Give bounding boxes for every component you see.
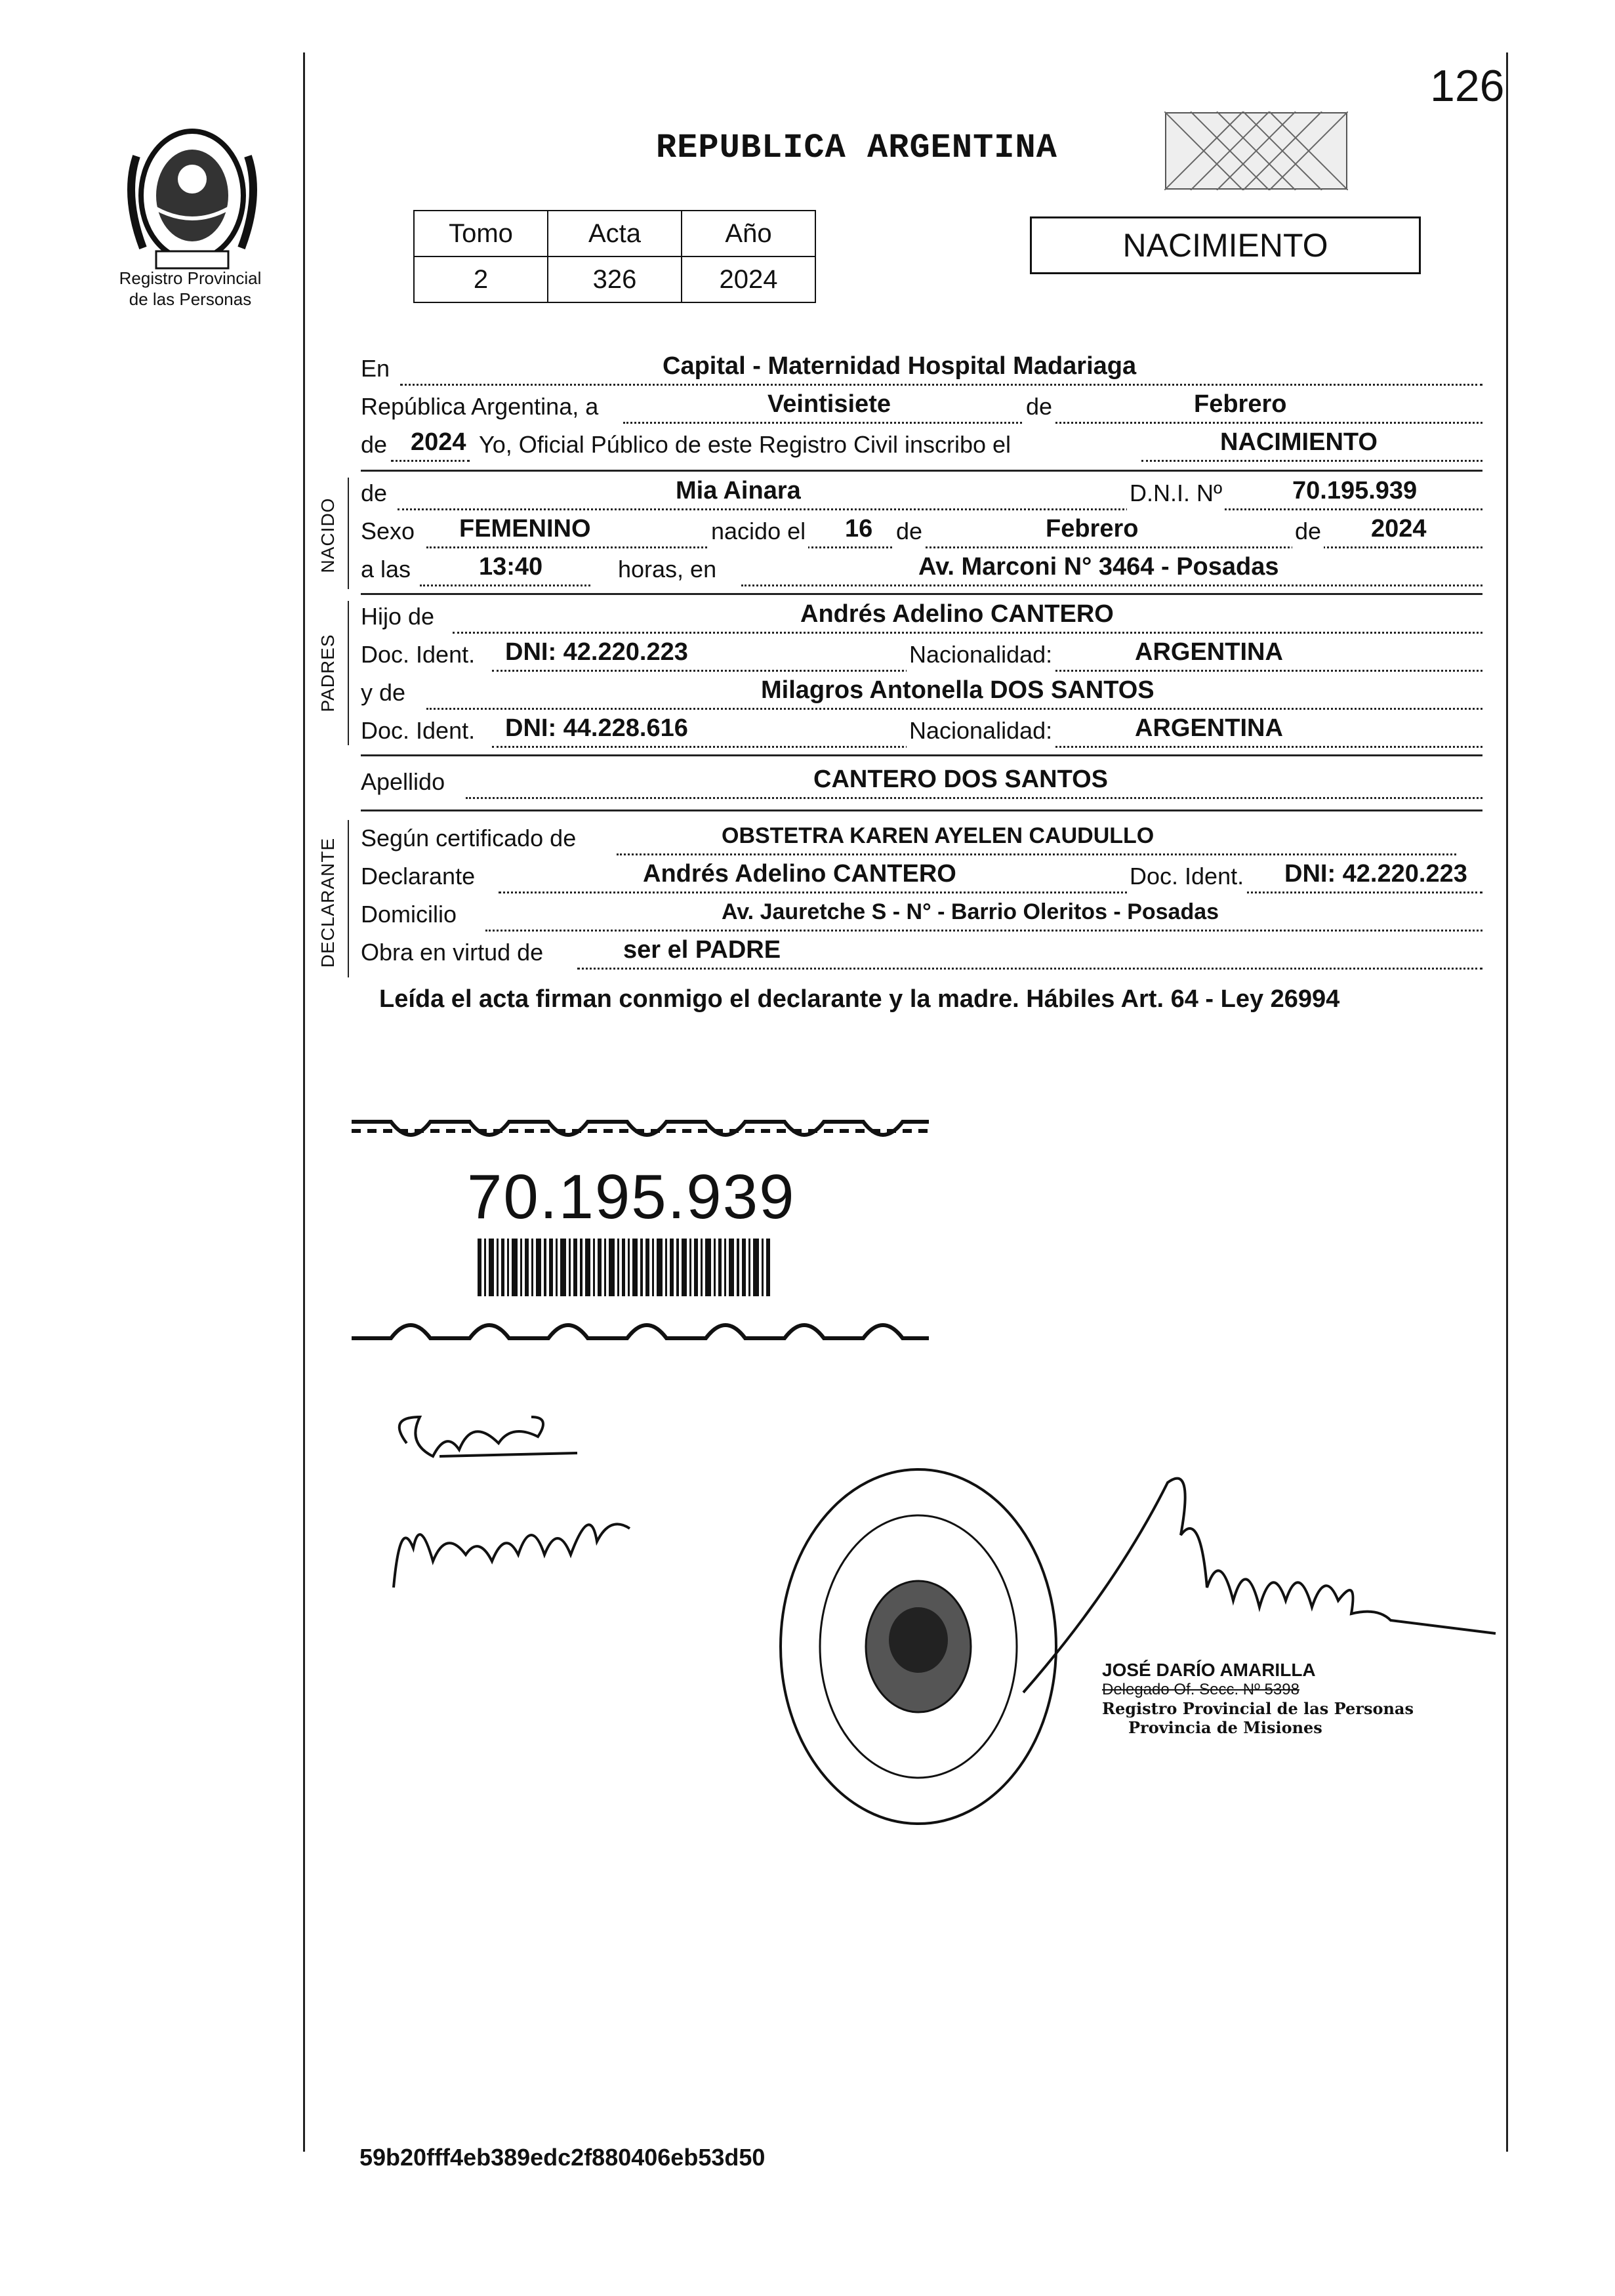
barcode-icon — [478, 1239, 773, 1296]
value-mother-doc: DNI: 44.228.616 — [505, 714, 688, 742]
value-month: Febrero — [1194, 390, 1287, 418]
section-nacido-label: NACIDO — [317, 497, 338, 573]
value-mother-nat: ARGENTINA — [1135, 714, 1283, 742]
value-father-doc: DNI: 42.220.223 — [505, 638, 688, 666]
value-sexo: FEMENINO — [459, 515, 591, 543]
divider — [361, 593, 1482, 595]
row-y-de: y de Milagros Antonella DOS SANTOS — [361, 678, 1482, 715]
header-acta: Acta — [548, 211, 682, 256]
divider — [361, 470, 1482, 472]
row-mother-doc: Doc. Ident. DNI: 44.228.616 Nacionalidad: ARGENTINA — [361, 716, 1482, 753]
value-time: 13:40 — [479, 553, 543, 581]
row-republica: República Argentina, a Veintisiete de Febrero — [361, 392, 1482, 429]
row-hora: a las 13:40 horas, en Av. Marconi N° 3464 - Posadas — [361, 555, 1482, 592]
value-birth-year: 2024 — [1371, 515, 1427, 543]
value-birth-month: Febrero — [1046, 515, 1139, 543]
value-act: NACIMIENTO — [1220, 428, 1378, 456]
dni-stamp-number: 70.195.939 — [467, 1162, 796, 1232]
value-year: 2024 — [411, 428, 466, 456]
divider — [361, 754, 1482, 756]
section-bracket — [348, 820, 349, 977]
value-certificado: OBSTETRA KAREN AYELEN CAUDULLO — [722, 823, 1155, 848]
value-en: Capital - Maternidad Hospital Madariaga — [663, 352, 1137, 380]
value-acta: 326 — [548, 256, 682, 302]
value-name: Mia Ainara — [676, 477, 801, 504]
value-domicilio: Av. Jauretche S - N° - Barrio Oleritos - Posadas — [722, 899, 1219, 924]
mother-signature-icon — [380, 1489, 656, 1607]
table-header-row — [414, 211, 815, 256]
value-dni: 70.195.939 — [1292, 477, 1418, 504]
value-birth-day: 16 — [845, 515, 873, 543]
row-hijo-de: Hijo de Andrés Adelino CANTERO — [361, 602, 1482, 639]
value-day: Veintisiete — [767, 390, 891, 418]
row-year: de 2024 Yo, Oficial Público de este Registro Civil inscribo el NACIMIENTO — [361, 430, 1482, 467]
row-certificado: Según certificado de OBSTETRA KAREN AYELEN CAUDULLO — [361, 824, 1482, 861]
document-type-box: NACIMIENTO — [1030, 216, 1421, 274]
value-place: Av. Marconi N° 3464 - Posadas — [918, 553, 1279, 581]
row-en — [361, 354, 1482, 391]
registry-label: Registro Provincial de las Personas — [119, 268, 262, 309]
value-father: Andrés Adelino CANTERO — [800, 600, 1114, 628]
section-bracket — [348, 601, 349, 745]
document-hash: 59b20fff4eb389edc2f880406eb53d50 — [359, 2144, 766, 2171]
value-tomo: 2 — [414, 256, 548, 302]
signatory-role: Delegado Of. Secc. Nº 5398 — [1102, 1681, 1299, 1698]
row-apellido: Apellido CANTERO DOS SANTOS — [361, 768, 1482, 804]
security-stamp-icon — [1164, 112, 1348, 190]
value-apellido: CANTERO DOS SANTOS — [813, 766, 1109, 793]
signatory-office: Registro Provincial de las Personas — [1102, 1699, 1414, 1718]
row-father-doc: Doc. Ident. DNI: 42.220.223 Nacionalidad: ARGENTINA — [361, 640, 1482, 677]
page-title: REPUBLICA ARGENTINA — [656, 129, 1057, 167]
value-father-nat: ARGENTINA — [1135, 638, 1283, 666]
book-reference-table — [413, 210, 816, 303]
section-bracket — [348, 478, 349, 589]
row-declarante: Declarante Andrés Adelino CANTERO Doc. Ident. DNI: 42.220.223 — [361, 862, 1482, 899]
signatory-province: Provincia de Misiones — [1128, 1718, 1322, 1737]
header-ano: Año — [682, 211, 815, 256]
row-domicilio: Domicilio Av. Jauretche S - N° - Barrio Oleritos - Posadas — [361, 900, 1482, 937]
signatory-name: JOSÉ DARÍO AMARILLA — [1102, 1660, 1316, 1680]
table-row — [414, 256, 815, 302]
row-nacido-de: de Mia Ainara D.N.I. Nº 70.195.939 — [361, 479, 1482, 516]
value-ano: 2024 — [682, 256, 815, 302]
section-declarante-label: DECLARANTE — [317, 837, 338, 968]
right-margin-line — [1506, 52, 1508, 2152]
value-declarante: Andrés Adelino CANTERO — [643, 860, 956, 888]
signatory-block — [1102, 1660, 1469, 1737]
label-en: En — [361, 355, 390, 382]
wave-border-bottom-icon — [352, 1312, 929, 1351]
wave-border-top-icon — [352, 1109, 929, 1155]
page-number: 126 — [1430, 61, 1505, 111]
section-padres-label: PADRES — [317, 634, 338, 712]
left-margin-line — [303, 52, 305, 2152]
divider — [361, 810, 1482, 811]
closing-statement: Leída el acta firman conmigo el declarante y la madre. Hábiles Art. 64 - Ley 26994 — [379, 985, 1340, 1013]
declarant-signature-icon — [380, 1404, 617, 1483]
provincial-emblem-icon — [117, 117, 268, 274]
value-obra: ser el PADRE — [623, 936, 781, 964]
value-declarante-doc: DNI: 42.220.223 — [1284, 860, 1467, 888]
header-tomo: Tomo — [414, 211, 548, 256]
value-mother: Milagros Antonella DOS SANTOS — [761, 676, 1155, 704]
row-obra: Obra en virtud de ser el PADRE — [361, 938, 1482, 975]
row-sexo: Sexo FEMENINO nacido el 16 de Febrero de 2024 — [361, 517, 1482, 554]
